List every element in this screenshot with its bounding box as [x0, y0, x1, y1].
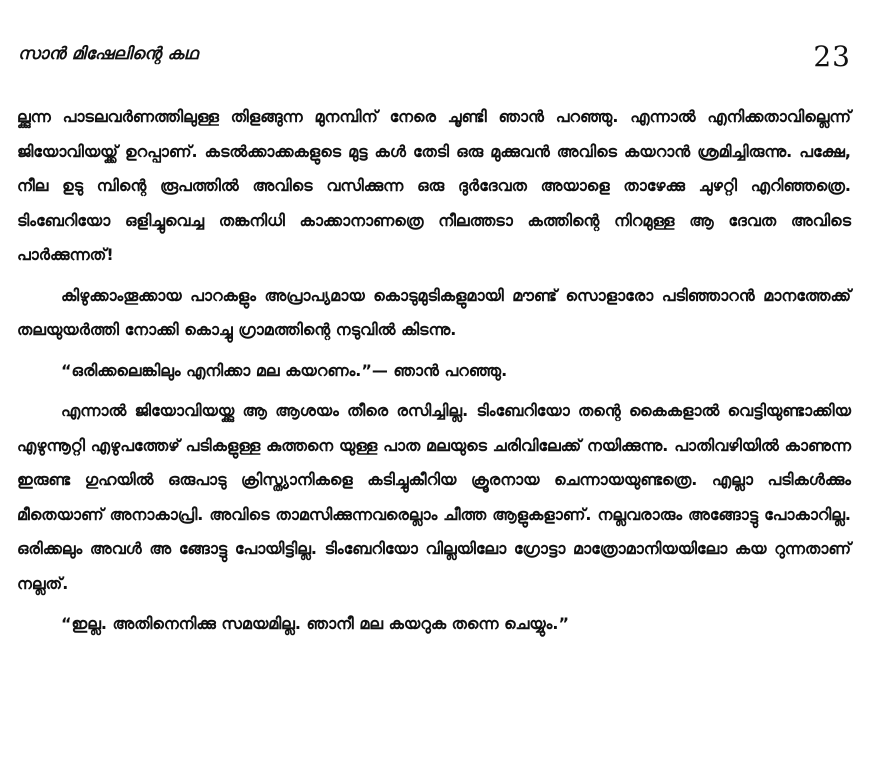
paragraph: ല്ക്കുന്ന പാടലവർണത്തിലുള്ള തിളങ്ങുന്ന മുനമ്പിന് നേരെ ചൂണ്ടി ഞാൻ പറഞ്ഞു. എന്നാൽ എനിക്കതാവില്ലെന്ന് ജിയോവിയയ്ക്ക് ഉറപ്പാണ്. കടൽക്കാക്കകളുടെ മുട്ട കൾ തേടി ഒരു മുക്കുവൻ അവിടെ കയറാൻ ശ്രമിച്ചിരുന്നു. പക്ഷേ, നീല ഉടു മ്പിന്റെ രൂപത്തിൽ അവിടെ വസിക്കുന്ന ഒരു ദുർദേവത അയാളെ താഴേക്കു ചുഴറ്റി എറിഞ്ഞത്രെ. ടിംബേറിയോ ഒളിച്ചുവെച്ച തങ്കനിധി കാക്കാനാണത്രെ നീലത്തടാ കത്തിന്റെ നിറമുള്ള ആ ദേവത അവിടെ പാർക്കുന്നത്!: [17, 107, 851, 264]
paragraph: എന്നാൽ ജിയോവിയയ്ക്കു ആ ആശയം തീരെ രസിച്ചില്ല. ടിംബേറിയോ തന്റെ കൈകളാൽ വെട്ടിയുണ്ടാക്കിയ എഴുന്നൂറ്റി എഴുപത്തേഴ് പടികളുള്ള കുത്തനെ യുള്ള പാത മലയുടെ ചരിവിലേക്ക് നയിക്കുന്നു. പാതിവഴിയിൽ കാണുന്ന ഇരുണ്ട ഗുഹയിൽ ഒരുപാടു ക്രിസ്ത്യാനികളെ കടിച്ചുകീറിയ ക്രൂരനായ ചെന്നായയുണ്ടത്രെ. എല്ലാ പടികൾക്കും മീതെയാണ് അനാകാപ്രി. അവിടെ താമസിക്കുന്നവരെല്ലാം ചീത്ത ആളുകളാണ്. നല്ലവരാരും അങ്ങോട്ടു പോകാറില്ല. ഒരിക്കലും അവൾ അ ങ്ങോട്ടു പോയിട്ടില്ല. ടിംബേറിയോ വില്ലയിലോ ഗ്രോട്ടാ മാത്രോമാനിയയിലോ കയ റുന്നതാണ് നല്ലത്.: [17, 401, 851, 593]
paragraph: കിഴുക്കാംതൂക്കായ പാറകളും അപ്രാപ്യമായ കൊടുമുടികളുമായി മൗണ്ട് സൊളാരോ പടിഞ്ഞാറൻ മാനത്തേക്ക് തലയുയർത്തി നോക്കി കൊച്ചു ഗ്രാമത്തിന്റെ നടുവിൽ കിടന്നു.: [17, 285, 851, 339]
page-number: 23: [813, 40, 851, 73]
paragraph: “ഒരിക്കലെങ്കിലും എനിക്കാ മല കയറണം.”— ഞാൻ പറഞ്ഞു.: [61, 360, 508, 380]
paragraph: “ഇല്ല. അതിനെനിക്കു സമയമില്ല. ഞാനീ മല കയറുക തന്നെ ചെയ്യും.”: [61, 614, 569, 633]
running-title: സാൻ മിഷേലിന്റെ കഥ: [18, 44, 199, 64]
page-header: [18, 40, 851, 80]
body-text: [17, 100, 851, 648]
